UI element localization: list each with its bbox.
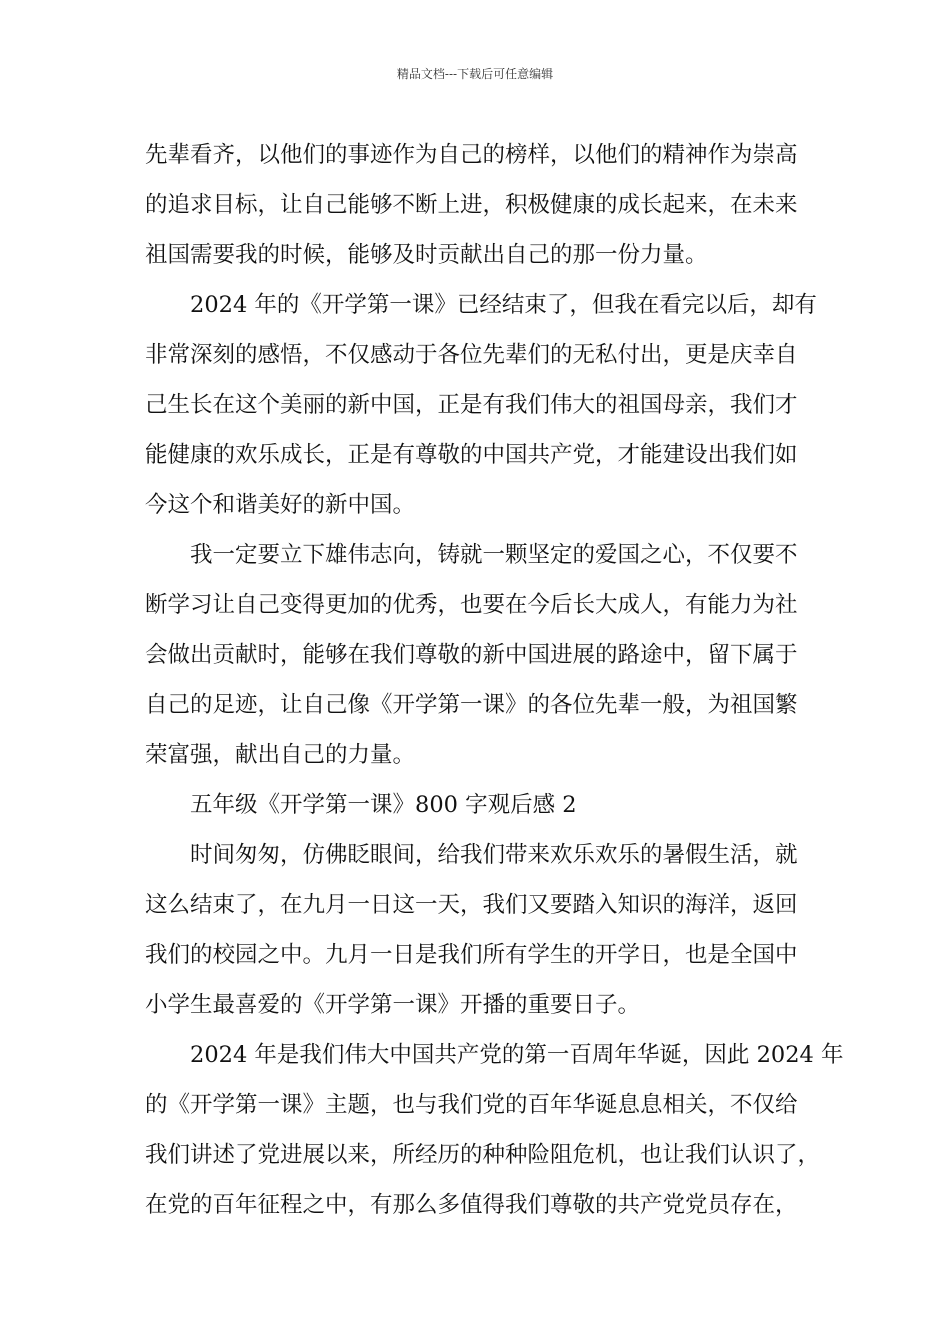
text-line: 断学习让自己变得更加的优秀，也要在今后长大成人，有能力为社: [145, 592, 798, 618]
text-line: 2024 年的《开学第一课》已经结束了，但我在看完以后，却有: [190, 292, 817, 318]
text-line: 时间匆匆，仿佛眨眼间，给我们带来欢乐欢乐的暑假生活，就: [190, 842, 798, 868]
text-line: 荣富强，献出自己的力量。: [145, 742, 416, 768]
text-line: 这么结束了，在九月一日这一天，我们又要踏入知识的海洋，返回: [145, 892, 798, 918]
text-line: 今这个和谐美好的新中国。: [145, 492, 416, 518]
text-line: 在党的百年征程之中，有那么多值得我们尊敬的共产党党员存在，: [145, 1192, 798, 1218]
text-line: 能健康的欢乐成长，正是有尊敬的中国共产党，才能建设出我们如: [145, 442, 798, 468]
text-line: 祖国需要我的时候，能够及时贡献出自己的那一份力量。: [145, 242, 708, 268]
text-line: 会做出贡献时，能够在我们尊敬的新中国进展的路途中，留下属于: [145, 642, 798, 668]
text-line: 非常深刻的感悟，不仅感动于各位先辈们的无私付出，更是庆幸自: [145, 342, 798, 368]
text-line: 五年级《开学第一课》800 字观后感 2: [190, 792, 577, 818]
text-line: 己生长在这个美丽的新中国，正是有我们伟大的祖国母亲，我们才: [145, 392, 798, 418]
text-line: 小学生最喜爱的《开学第一课》开播的重要日子。: [145, 992, 641, 1018]
text-line: 我们的校园之中。九月一日是我们所有学生的开学日，也是全国中: [145, 942, 798, 968]
text-line: 自己的足迹，让自己像《开学第一课》的各位先辈一般，为祖国繁: [145, 692, 798, 718]
text-line: 我们讲述了党进展以来，所经历的种种险阻危机，也让我们认识了，: [145, 1142, 821, 1168]
text-line: 我一定要立下雄伟志向，铸就一颗坚定的爱国之心，不仅要不: [190, 542, 798, 568]
text-line: 的追求目标，让自己能够不断上进，积极健康的成长起来，在未来: [145, 192, 798, 218]
page-header: 精品文档---下载后可任意编辑: [396, 67, 554, 81]
text-line: 2024 年是我们伟大中国共产党的第一百周年华诞，因此 2024 年: [190, 1042, 844, 1068]
text-line: 先辈看齐，以他们的事迹作为自己的榜样，以他们的精神作为崇高: [145, 142, 798, 168]
document-body: [145, 130, 844, 1230]
text-line: 的《开学第一课》主题，也与我们党的百年华诞息息相关，不仅给: [145, 1092, 798, 1118]
